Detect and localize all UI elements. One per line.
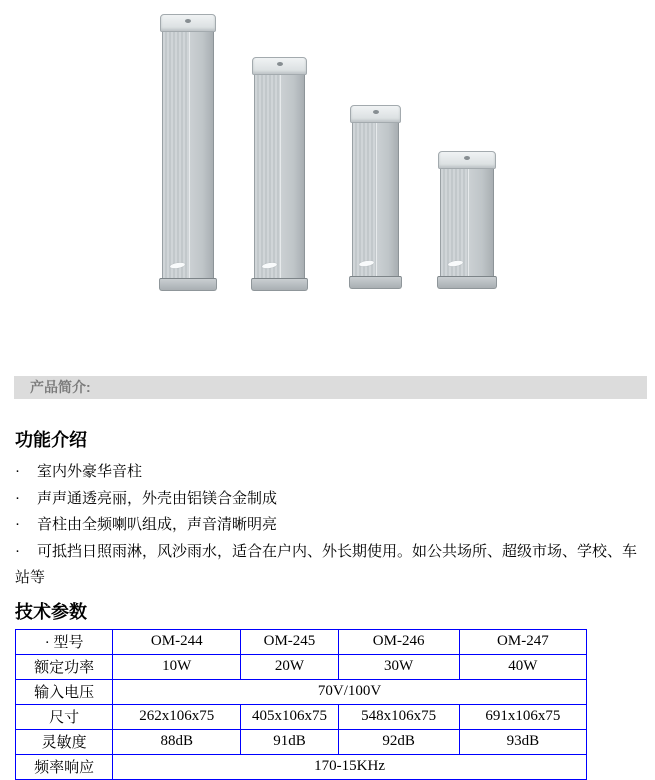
table-cell: 30W [338,654,459,679]
table-row-rated-power [16,654,587,679]
feature-item [15,486,643,513]
table-header-cell: OM-246 [338,629,459,654]
table-cell: 691x106x75 [459,704,586,729]
speaker-base [251,278,308,291]
speaker-body [352,123,399,276]
table-header-cell: OM-245 [241,629,338,654]
table-row-label: 灵敏度 [16,729,113,754]
table-row-dimensions [16,704,587,729]
specs-table [15,629,587,780]
table-row-label: 输入电压 [16,679,113,704]
table-cell: 40W [459,654,586,679]
table-row-input-voltage [16,679,587,704]
speaker-body [440,169,494,276]
table-row-sensitivity [16,729,587,754]
bullet-dot: · [15,517,20,533]
speaker-grille [353,123,377,276]
table-row-model [16,629,587,654]
speaker-image-om246 [252,57,307,291]
table-header-cell: OM-244 [113,629,241,654]
speaker-side-panel [377,123,398,276]
section-header-product-intro: 产品简介: [14,376,647,399]
specs-heading: 技术参数 [15,601,87,622]
speaker-body [254,75,305,278]
table-cell: 91dB [241,729,338,754]
feature-text: 可抵挡日照雨淋，风沙雨水，适合在户内、外长期使用。如公共场所、超级市场、学校、车站等 [15,543,638,586]
table-cell-span: 170-15KHz [113,754,587,779]
speaker-body [162,32,214,278]
product-image [0,0,655,310]
speaker-image-om245 [350,105,401,289]
table-cell: 93dB [459,729,586,754]
features-heading: 功能介绍 [15,430,87,450]
speaker-mount-hole-icon [185,19,191,23]
speaker-top-cap [438,151,496,169]
table-cell-span: 70V/100V [113,679,587,704]
table-cell: 88dB [113,729,241,754]
speaker-image-om244-short [438,151,496,289]
table-cell: 10W [113,654,241,679]
speaker-image-om247-tall [160,14,216,291]
speaker-grille [163,32,190,278]
table-row-frequency-response [16,754,587,779]
speaker-base [349,276,402,289]
table-cell: 262x106x75 [113,704,241,729]
table-cell: 20W [241,654,338,679]
speaker-side-panel [281,75,304,278]
speaker-side-panel [469,169,493,276]
feature-item [15,539,643,592]
table-cell: 548x106x75 [338,704,459,729]
table-row-label: 频率响应 [16,754,113,779]
feature-text: 声声通透亮丽，外壳由铝镁合金制成 [37,490,278,507]
table-cell: 405x106x75 [241,704,338,729]
speaker-mount-hole-icon [277,62,283,66]
bullet-dot: · [15,543,20,560]
speaker-base [159,278,217,291]
table-row-label: 尺寸 [16,704,113,729]
speaker-top-cap [160,14,216,32]
speaker-base [437,276,497,289]
speaker-mount-hole-icon [373,110,379,114]
bullet-dot: · [15,464,20,480]
table-header-cell: · 型号 [16,629,113,654]
speaker-mount-hole-icon [464,156,470,160]
table-cell: 92dB [338,729,459,754]
speaker-grille [255,75,281,278]
speaker-top-cap [252,57,307,75]
speaker-side-panel [190,32,213,278]
feature-text: 音柱由全频喇叭组成，声音清晰明亮 [37,517,278,533]
feature-item [15,512,643,539]
feature-text: 室内外豪华音柱 [37,464,143,480]
bullet-dot: · [15,490,20,507]
feature-item [15,459,643,486]
table-header-cell: OM-247 [459,629,586,654]
table-row-label: 额定功率 [16,654,113,679]
speaker-top-cap [350,105,401,123]
feature-list [15,459,643,592]
